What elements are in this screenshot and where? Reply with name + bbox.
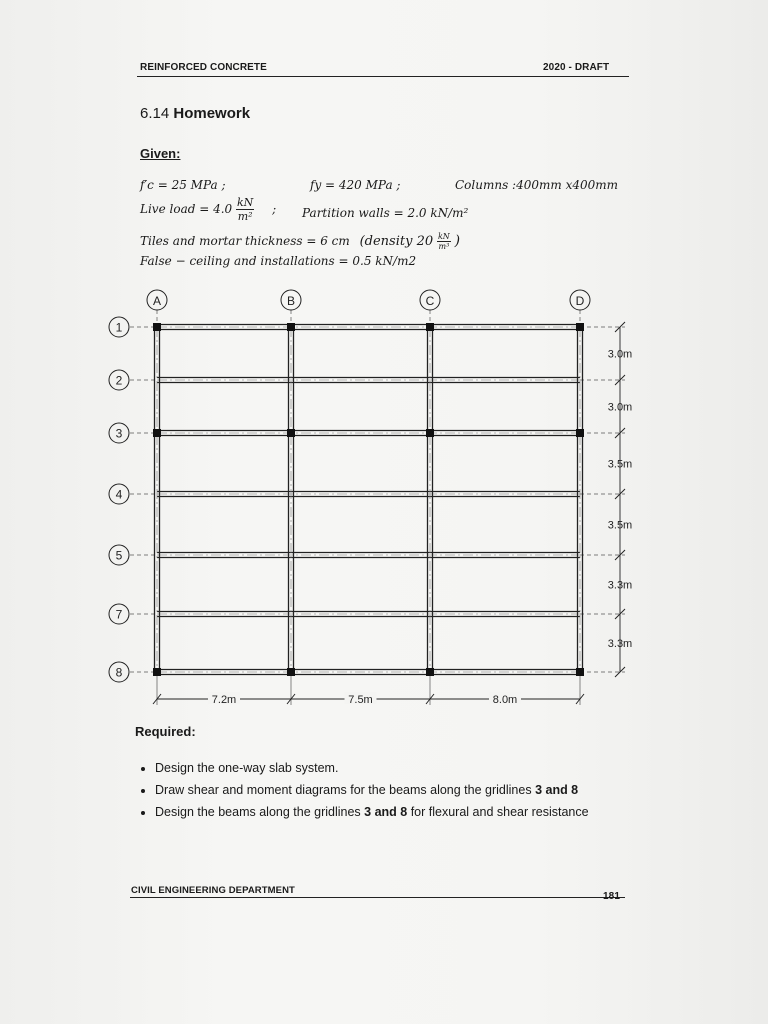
- dimension-label-v: 3.3m: [607, 579, 633, 592]
- tiles-density: (density 20: [359, 234, 434, 249]
- column: [426, 323, 434, 331]
- given-label: Given:: [140, 146, 181, 161]
- required-item-2: [155, 779, 645, 801]
- required-item-3-text-a: Design the beams along the gridlines: [155, 805, 365, 819]
- dimension-label-v: 3.5m: [607, 458, 633, 471]
- fy-value: fy = 420 MPa ;: [310, 178, 401, 192]
- grid-label-row: 2: [115, 373, 123, 388]
- grid-label-row: 8: [115, 665, 123, 680]
- plan-framing: [130, 310, 625, 705]
- tiles-unit-num: kN: [437, 232, 450, 241]
- dimension-label-v: 3.3m: [607, 638, 633, 650]
- grid-label-col: D: [575, 294, 585, 308]
- required-item-1-text: Design the one-way slab system.: [155, 761, 339, 775]
- footer-department: CIVIL ENGINEERING DEPARTMENT: [131, 885, 295, 896]
- grid-label-row: 4: [115, 487, 123, 502]
- dimension-label-h: 7.5m: [348, 694, 373, 706]
- required-item-3: [155, 801, 645, 823]
- required-item-2-text: Draw shear and moment diagrams for the beams along the gridlines: [155, 783, 536, 797]
- footer-rule: [130, 897, 625, 898]
- grid-label-row: 5: [115, 548, 123, 563]
- required-list: [135, 757, 645, 823]
- plan-labels: [109, 290, 632, 706]
- grid-label-row: 3: [115, 426, 123, 441]
- dimension-label-v: 3.0m: [607, 401, 633, 414]
- grid-label-row: 7: [115, 607, 123, 622]
- column: [426, 668, 434, 676]
- column: [426, 429, 434, 437]
- tiles-unit-den: m³: [438, 242, 450, 251]
- column: [287, 429, 295, 437]
- column: [287, 323, 295, 331]
- dimension-label-v: 3.5m: [607, 519, 633, 532]
- required-label: Required:: [135, 724, 196, 739]
- section-title: Homework: [173, 105, 251, 122]
- section-number: 6.14: [140, 105, 170, 122]
- live-load-prefix: Live load = 4.0: [140, 202, 233, 216]
- column: [576, 323, 584, 331]
- header-draft: 2020 - DRAFT: [543, 62, 610, 73]
- header-title: REINFORCED CONCRETE: [140, 62, 267, 73]
- required-item-3-text-c: for flexural and shear resistance: [407, 805, 589, 819]
- dimension-label-v: 3.0m: [607, 348, 633, 361]
- page-number: 181: [603, 891, 620, 902]
- columns-size: Columns :400mm x400mm: [455, 178, 619, 192]
- column: [287, 668, 295, 676]
- false-ceiling: False − ceiling and installations = 0.5 kN/m2: [140, 254, 417, 268]
- column: [153, 429, 161, 437]
- grid-label-col: B: [286, 294, 296, 308]
- dimension-label-h: 7.2m: [211, 694, 237, 706]
- partition-walls: Partition walls = 2.0 kN/m²: [302, 206, 469, 220]
- fc-value: f′c = 25 MPa ;: [140, 178, 226, 192]
- live-load-sep: ;: [272, 202, 277, 216]
- column: [576, 429, 584, 437]
- column: [576, 668, 584, 676]
- tiles-prefix: Tiles and mortar thickness = 6 cm: [140, 234, 350, 248]
- grid-label-col: C: [425, 294, 435, 308]
- dimension-label-h: 8.0m: [492, 694, 518, 706]
- live-load-unit-den: m²: [237, 210, 253, 223]
- column: [153, 323, 161, 331]
- tiles-close: ): [454, 233, 461, 249]
- required-item-2-gridlines: 3 and 8: [535, 783, 579, 797]
- required-item-1: [155, 757, 645, 779]
- live-load-unit-num: kN: [237, 196, 254, 209]
- required-item-3-gridlines: 3 and 8: [364, 805, 408, 819]
- grid-label-row: 1: [115, 320, 123, 335]
- grid-label-col: A: [152, 294, 162, 308]
- column: [153, 668, 161, 676]
